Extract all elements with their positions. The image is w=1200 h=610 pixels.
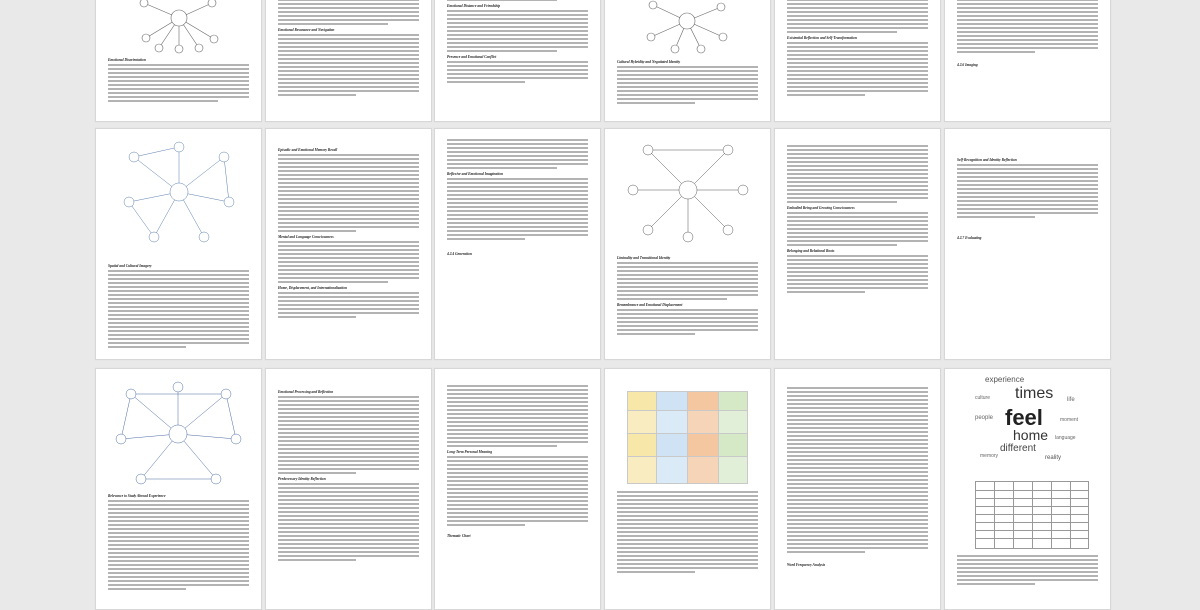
page-thumbnail[interactable]	[95, 368, 262, 610]
section-heading: Embodied Being and Growing Consciousness	[787, 206, 855, 210]
word-cloud-word: moment	[1060, 417, 1079, 423]
word-cloud-word: experience	[985, 375, 1025, 384]
page-thumbnail[interactable]	[604, 368, 771, 610]
page-thumbnail[interactable]	[774, 0, 941, 122]
page-thumbnail[interactable]	[265, 128, 432, 360]
section-heading: Belonging and Relational Roots	[787, 249, 835, 253]
section-heading: Thematic Chart	[447, 534, 471, 538]
page-thumbnail[interactable]	[774, 128, 941, 360]
word-cloud-word: times	[1015, 385, 1054, 402]
word-cloud-word: culture	[975, 395, 991, 401]
page-thumbnail[interactable]	[95, 0, 262, 122]
page-thumbnail[interactable]	[774, 368, 941, 610]
page-thumbnail[interactable]	[434, 368, 601, 610]
thumbnail-row-3	[0, 368, 1200, 607]
word-cloud-word: memory	[980, 453, 999, 459]
section-heading: Emotional Distance and Friendship	[447, 4, 501, 8]
section-heading: Self-Recognition and Identity Reflection	[957, 158, 1017, 162]
word-cloud-word: home	[1013, 427, 1049, 443]
section-heading: Predecessory Identity Reflection	[278, 477, 326, 481]
section-heading: Home, Displacement, and Internationalization	[278, 286, 347, 290]
network-diagram	[635, 0, 740, 55]
section-heading: Relevance to Study Abroad Experience	[108, 494, 166, 498]
page-thumbnail[interactable]	[944, 368, 1111, 610]
section-heading: Word Frequency Analysis	[787, 563, 826, 567]
page-thumbnail[interactable]	[265, 368, 432, 610]
word-cloud-word: language	[1055, 435, 1076, 441]
frequency-table	[975, 481, 1089, 549]
section-heading: Spatial and Cultural Imagery	[108, 264, 152, 268]
section-heading: Liminality and Transitional Identity	[617, 256, 671, 260]
word-cloud-word: people	[975, 415, 994, 421]
page-thumbnail[interactable]	[944, 0, 1111, 122]
section-heading: Emotional Processing and Reflection	[278, 390, 334, 394]
page-thumbnail[interactable]	[265, 0, 432, 122]
section-heading: Emotional Resonance and Navigation	[278, 28, 335, 32]
network-diagram	[114, 137, 244, 247]
network-diagram	[111, 379, 246, 489]
section-heading: Long-Term Personal Meaning	[447, 450, 492, 454]
thumbnail-row-2	[0, 128, 1200, 360]
word-cloud-word: reality	[1045, 455, 1062, 461]
section-heading: 4.2.7 Evaluating	[957, 236, 982, 240]
page-thumbnail[interactable]	[604, 0, 771, 122]
page-thumbnail[interactable]	[944, 128, 1111, 360]
word-cloud-word: life	[1067, 397, 1075, 403]
section-heading: Presence and Emotional Conflict	[447, 55, 497, 59]
network-diagram	[623, 135, 753, 245]
word-cloud	[975, 375, 1090, 465]
page-thumbnail[interactable]	[95, 128, 262, 360]
section-heading: Reflexive and Emotional Imagination	[447, 172, 504, 176]
thumbnail-row-1	[0, 0, 1200, 122]
section-heading: Mental and Language Consciousness	[278, 235, 334, 239]
section-heading: Episodic and Emotional Memory Recall	[278, 148, 338, 152]
section-heading: 4.2.4 Generation	[447, 252, 472, 256]
page-thumbnail[interactable]	[434, 128, 601, 360]
section-heading: Existential Reflection and Self-Transformation	[787, 36, 857, 40]
page-thumbnail[interactable]	[434, 0, 601, 122]
page-thumbnail[interactable]	[604, 128, 771, 360]
section-heading: Remembrance and Emotional Displacement	[617, 303, 683, 307]
section-heading: Cultural Hybridity and Negotiated Identity	[617, 60, 681, 64]
section-heading: Emotional Disorientation	[108, 58, 146, 62]
network-diagram	[124, 0, 234, 55]
word-cloud-word: different	[1000, 443, 1036, 454]
thematic-chart	[627, 391, 747, 483]
section-heading: 4.2.6 Imaging	[957, 63, 978, 67]
word-cloud-word: feel	[1005, 405, 1043, 430]
